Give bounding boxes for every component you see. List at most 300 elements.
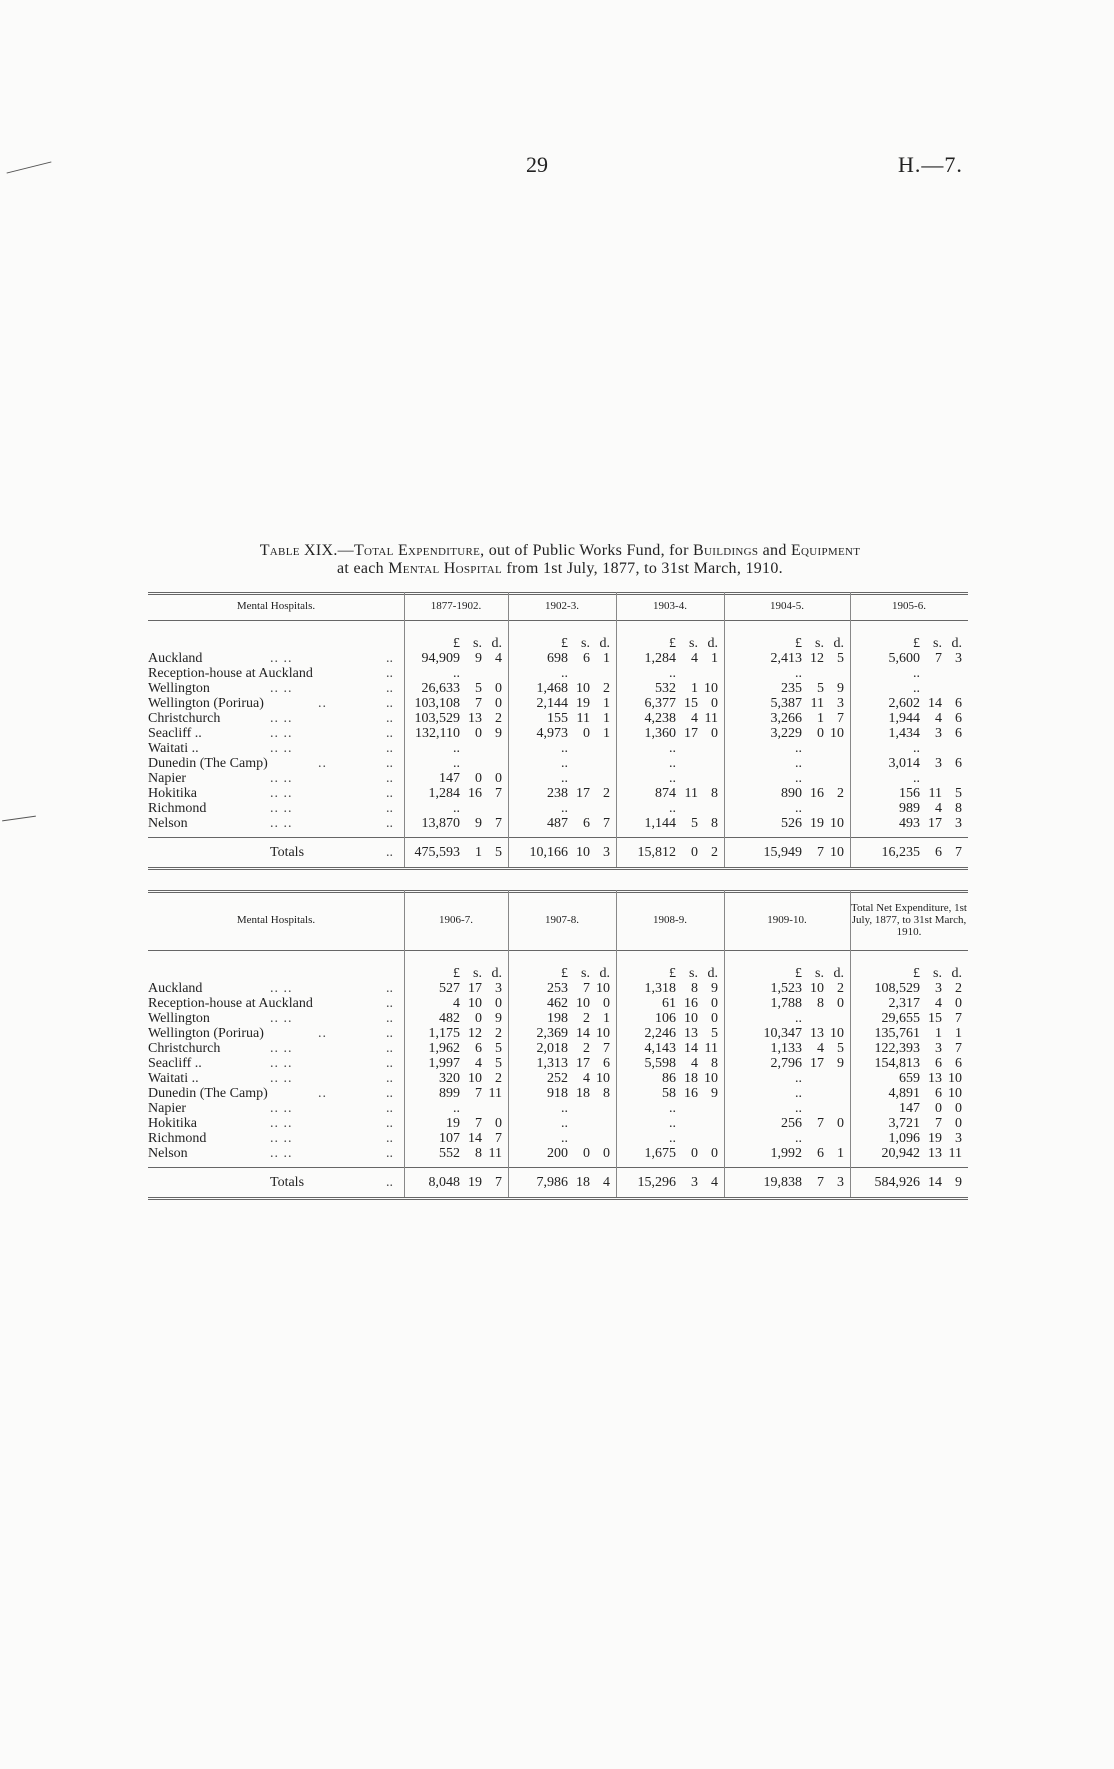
pounds-cell: 107 (439, 1131, 460, 1146)
pounds-cell: 3,229 (770, 726, 802, 741)
shillings-cell: 4 (691, 711, 698, 726)
shillings-cell: 0 (691, 845, 698, 860)
table-row (148, 1086, 968, 1101)
column-divider (724, 890, 725, 1197)
pence-cell: 10 (596, 1071, 610, 1086)
shillings-cell: 17 (576, 786, 590, 801)
table-row (148, 696, 968, 711)
pence-cell: 0 (711, 1011, 718, 1026)
pence-cell: 10 (948, 1086, 962, 1101)
leader-dots: .. .. (270, 1116, 293, 1131)
shillings-cell: 16 (684, 1086, 698, 1101)
pounds-cell: 1,175 (428, 1026, 460, 1041)
shillings-cell: 15 (928, 1011, 942, 1026)
pence-cell: 9 (837, 1056, 844, 1071)
shillings-cell: 1 (691, 681, 698, 696)
pence-cell: 6 (955, 711, 962, 726)
pounds-cell: 1,992 (770, 1146, 802, 1161)
hospital-name: Reception-house at Auckland (148, 996, 313, 1011)
pounds-cell: .. (453, 666, 460, 681)
pence-cell: 0 (495, 696, 502, 711)
pounds-cell: .. (795, 741, 802, 756)
table-row (148, 681, 968, 696)
pounds-cell: .. (561, 771, 568, 786)
shillings-cell: 3 (935, 981, 942, 996)
column-divider (724, 592, 725, 867)
shilling-unit: s. (581, 636, 590, 651)
pounds-cell: 475,593 (414, 845, 460, 860)
pence-cell: 1 (603, 1011, 610, 1026)
shillings-cell: 1 (475, 845, 482, 860)
shillings-cell: 8 (691, 981, 698, 996)
shillings-cell: 0 (475, 771, 482, 786)
shillings-cell: 10 (684, 1011, 698, 1026)
margin-mark (7, 161, 52, 173)
leader-dots: .. .. (270, 1131, 293, 1146)
leader-dots: .. (386, 726, 393, 741)
pounds-cell: .. (453, 756, 460, 771)
pounds-cell: 1,144 (644, 816, 676, 831)
pounds-cell: .. (913, 771, 920, 786)
pounds-cell: 15,296 (637, 1175, 676, 1190)
pounds-cell: 4,143 (644, 1041, 676, 1056)
pounds-cell: 8,048 (428, 1175, 460, 1190)
shillings-cell: 13 (684, 1026, 698, 1041)
pence-cell: 4 (711, 1175, 718, 1190)
pounds-cell: 13,870 (421, 816, 460, 831)
pounds-cell: 527 (439, 981, 460, 996)
shillings-cell: 6 (583, 816, 590, 831)
leader-dots: .. (386, 981, 393, 996)
pence-unit: d. (833, 636, 844, 651)
leader-dots: .. (386, 1146, 393, 1161)
pounds-cell: .. (795, 801, 802, 816)
shillings-cell: 3 (935, 1041, 942, 1056)
pence-cell: 3 (955, 816, 962, 831)
pence-cell: 1 (603, 711, 610, 726)
header-bottom-rule (148, 620, 968, 621)
pounds-cell: 989 (899, 801, 920, 816)
pence-cell: 6 (955, 756, 962, 771)
leader-dots: .. .. (270, 1146, 293, 1161)
pounds-cell: 147 (439, 771, 460, 786)
leader-dots: .. (386, 1041, 393, 1056)
shillings-cell: 4 (935, 711, 942, 726)
pounds-cell: 918 (547, 1086, 568, 1101)
leader-dots: .. (386, 651, 393, 666)
pounds-cell: .. (453, 801, 460, 816)
pence-cell: 7 (495, 816, 502, 831)
shillings-cell: 16 (684, 996, 698, 1011)
pence-cell: 10 (830, 816, 844, 831)
pounds-cell: 252 (547, 1071, 568, 1086)
pounds-cell: .. (669, 771, 676, 786)
pounds-cell: 2,369 (536, 1026, 568, 1041)
pounds-cell: 890 (781, 786, 802, 801)
pounds-cell: .. (669, 801, 676, 816)
table-row (148, 786, 968, 801)
pounds-cell: 61 (662, 996, 676, 1011)
pounds-cell: 16,235 (881, 845, 920, 860)
shillings-cell: 18 (576, 1175, 590, 1190)
pounds-cell: .. (669, 1116, 676, 1131)
pounds-cell: 6,377 (644, 696, 676, 711)
pence-cell: 9 (711, 981, 718, 996)
pence-cell: 3 (495, 981, 502, 996)
pence-cell: 6 (955, 1056, 962, 1071)
pounds-cell: 4,891 (888, 1086, 920, 1101)
shilling-unit: s. (473, 636, 482, 651)
pence-cell: 4 (495, 651, 502, 666)
pence-cell: 3 (955, 1131, 962, 1146)
shillings-cell: 5 (691, 816, 698, 831)
shillings-cell: 10 (468, 996, 482, 1011)
pounds-cell: 899 (439, 1086, 460, 1101)
leader-dots: .. .. (270, 1101, 293, 1116)
table-row (148, 1116, 968, 1131)
shillings-cell: 7 (583, 981, 590, 996)
table-row (148, 711, 968, 726)
pounds-cell: 1,318 (644, 981, 676, 996)
page-number: 29 (526, 152, 548, 177)
pounds-cell: 320 (439, 1071, 460, 1086)
pounds-cell: 3,721 (888, 1116, 920, 1131)
pounds-cell: 198 (547, 1011, 568, 1026)
shilling-unit: s. (933, 636, 942, 651)
leader-dots: .. .. (270, 1011, 293, 1026)
shillings-cell: 10 (576, 996, 590, 1011)
leader-dots: .. .. (270, 651, 293, 666)
shillings-cell: 5 (475, 681, 482, 696)
pence-cell: 10 (830, 845, 844, 860)
pence-cell: 11 (488, 1146, 502, 1161)
shillings-cell: 2 (583, 1041, 590, 1056)
pence-cell: 1 (603, 696, 610, 711)
table-row (148, 1131, 968, 1146)
pounds-cell: 874 (655, 786, 676, 801)
pence-cell: 7 (603, 816, 610, 831)
column-divider (616, 592, 617, 867)
pounds-cell: 2,796 (770, 1056, 802, 1071)
leader-dots: .. (386, 666, 393, 681)
shillings-cell: 14 (468, 1131, 482, 1146)
pence-cell: 1 (955, 1026, 962, 1041)
pounds-cell: .. (561, 741, 568, 756)
totals-top-rule (148, 1167, 968, 1168)
pence-cell: 9 (837, 681, 844, 696)
leader-dots: .. (386, 845, 393, 860)
pence-cell: 0 (603, 996, 610, 1011)
pounds-cell: 20,942 (881, 1146, 920, 1161)
shillings-cell: 11 (810, 696, 824, 711)
table-row (148, 996, 968, 1011)
table-row (148, 1071, 968, 1086)
pounds-cell: .. (453, 1101, 460, 1116)
caption-text: out of Public Works Fund, for (484, 542, 694, 559)
pounds-cell: 147 (899, 1101, 920, 1116)
hospital-name: Seacliff .. (148, 1056, 202, 1071)
header-bottom-rule (148, 950, 968, 951)
leader-dots: .. (386, 801, 393, 816)
pounds-cell: 26,633 (421, 681, 460, 696)
pounds-cell: .. (561, 666, 568, 681)
pence-cell: 7 (495, 786, 502, 801)
leader-dots: .. (386, 1131, 393, 1146)
pence-cell: 9 (495, 726, 502, 741)
hospital-name: Napier (148, 1101, 187, 1116)
pound-unit: £ (561, 636, 568, 651)
pence-unit: d. (707, 966, 718, 981)
caption-emphasis: Equipment (790, 542, 861, 559)
pounds-cell: .. (795, 1071, 802, 1086)
pence-cell: 0 (955, 996, 962, 1011)
pence-unit: d. (491, 966, 502, 981)
leader-dots: .. (386, 741, 393, 756)
pounds-cell: 4,238 (644, 711, 676, 726)
leader-dots: .. .. (270, 1071, 293, 1086)
shillings-cell: 4 (935, 996, 942, 1011)
pounds-cell: 1,284 (644, 651, 676, 666)
pence-cell: 2 (495, 711, 502, 726)
shillings-cell: 16 (810, 786, 824, 801)
pounds-cell: 5,598 (644, 1056, 676, 1071)
pounds-cell: 256 (781, 1116, 802, 1131)
shillings-cell: 7 (935, 1116, 942, 1131)
column-header: 1908-9. (653, 914, 687, 926)
column-divider (508, 890, 509, 1197)
column-divider (404, 592, 405, 867)
pounds-cell: 15,949 (763, 845, 802, 860)
pence-cell: 2 (495, 1026, 502, 1041)
pound-unit: £ (795, 636, 802, 651)
pounds-cell: .. (913, 666, 920, 681)
shillings-cell: 1 (935, 1026, 942, 1041)
pound-unit: £ (669, 636, 676, 651)
pence-cell: 2 (837, 786, 844, 801)
shillings-cell: 19 (810, 816, 824, 831)
pounds-cell: 3,014 (888, 756, 920, 771)
pounds-cell: 1,997 (428, 1056, 460, 1071)
table-row (148, 1056, 968, 1071)
caption-text: and (758, 542, 791, 559)
pence-cell: 5 (711, 1026, 718, 1041)
totals-label: Totals (270, 1175, 305, 1190)
hospital-name: Auckland (148, 651, 203, 666)
pence-unit: d. (491, 636, 502, 651)
table-row (148, 1146, 968, 1161)
column-header: 1905-6. (892, 600, 926, 612)
pounds-cell: 29,655 (881, 1011, 920, 1026)
pence-cell: 0 (711, 1146, 718, 1161)
pence-cell: 9 (495, 1011, 502, 1026)
pounds-cell: .. (669, 756, 676, 771)
leader-dots: .. .. (270, 786, 293, 801)
shillings-cell: 6 (583, 651, 590, 666)
shillings-cell: 3 (691, 1175, 698, 1190)
pence-unit: d. (951, 636, 962, 651)
leader-dots: .. .. (270, 726, 293, 741)
pounds-cell: 1,313 (536, 1056, 568, 1071)
pounds-cell: 584,926 (874, 1175, 920, 1190)
pence-cell: 0 (955, 1101, 962, 1116)
pence-cell: 7 (495, 1131, 502, 1146)
shillings-cell: 14 (928, 1175, 942, 1190)
caption-emphasis: Mental Hospital (388, 560, 503, 577)
pounds-cell: 19,838 (763, 1175, 802, 1190)
shillings-cell: 6 (935, 1086, 942, 1101)
pence-cell: 8 (711, 786, 718, 801)
shillings-cell: 17 (928, 816, 942, 831)
hospital-name: Auckland (148, 981, 203, 996)
currency-unit-row (148, 636, 968, 651)
pence-cell: 1 (711, 651, 718, 666)
pounds-cell: 5,600 (888, 651, 920, 666)
leader-dots: .. .. (270, 816, 293, 831)
pounds-cell: 4 (453, 996, 460, 1011)
pounds-cell: 487 (547, 816, 568, 831)
shillings-cell: 3 (935, 756, 942, 771)
shillings-cell: 4 (691, 1056, 698, 1071)
leader-dots: .. (386, 786, 393, 801)
column-header: 1903-4. (653, 600, 687, 612)
shilling-unit: s. (689, 966, 698, 981)
pence-cell: 1 (603, 726, 610, 741)
pounds-cell: 155 (547, 711, 568, 726)
shillings-cell: 13 (468, 711, 482, 726)
pounds-cell: .. (795, 756, 802, 771)
pence-cell: 11 (488, 1086, 502, 1101)
pounds-cell: 532 (655, 681, 676, 696)
column-divider (616, 890, 617, 1197)
hospital-name: Hokitika (148, 1116, 197, 1131)
totals-row (148, 1175, 968, 1190)
shillings-cell: 19 (468, 1175, 482, 1190)
pounds-cell: 2,317 (888, 996, 920, 1011)
pence-cell: 1 (837, 1146, 844, 1161)
shillings-cell: 0 (817, 726, 824, 741)
hospital-name: Wellington (148, 681, 210, 696)
pounds-cell: 1,133 (770, 1041, 802, 1056)
pounds-cell: 238 (547, 786, 568, 801)
table-bottom-rule (148, 1197, 968, 1200)
shillings-cell: 4 (475, 1056, 482, 1071)
pence-cell: 4 (603, 1175, 610, 1190)
leader-dots: .. (386, 1116, 393, 1131)
pence-cell: 0 (837, 1116, 844, 1131)
pence-cell: 2 (711, 845, 718, 860)
shilling-unit: s. (689, 636, 698, 651)
pounds-cell: 482 (439, 1011, 460, 1026)
shillings-cell: 16 (468, 786, 482, 801)
pounds-cell: .. (561, 1101, 568, 1116)
pounds-cell: 235 (781, 681, 802, 696)
shillings-cell: 13 (928, 1071, 942, 1086)
pence-cell: 3 (603, 845, 610, 860)
pounds-cell: 132,110 (415, 726, 460, 741)
pounds-cell: 154,813 (874, 1056, 920, 1071)
pence-cell: 10 (704, 1071, 718, 1086)
pounds-cell: 10,166 (529, 845, 568, 860)
shillings-cell: 4 (935, 801, 942, 816)
pence-cell: 2 (603, 681, 610, 696)
pence-cell: 10 (830, 1026, 844, 1041)
pence-cell: 11 (948, 1146, 962, 1161)
pence-cell: 0 (495, 681, 502, 696)
shillings-cell: 0 (583, 1146, 590, 1161)
shillings-cell: 6 (935, 1056, 942, 1071)
pence-cell: 0 (711, 726, 718, 741)
column-header: Total Net Expenditure, 1st July, 1877, to 31st March, 1910. (851, 902, 967, 938)
pence-cell: 7 (955, 845, 962, 860)
totals-label: Totals (270, 845, 305, 860)
shillings-cell: 4 (691, 651, 698, 666)
leader-dots: .. (318, 756, 327, 771)
pence-cell: 5 (955, 786, 962, 801)
pounds-cell: 3,266 (770, 711, 802, 726)
table-row (148, 741, 968, 756)
pounds-cell: 698 (547, 651, 568, 666)
pounds-cell: .. (795, 666, 802, 681)
pounds-cell: .. (669, 1131, 676, 1146)
pence-cell: 8 (711, 816, 718, 831)
table-row (148, 801, 968, 816)
pounds-cell: 103,108 (414, 696, 460, 711)
caption-prefix: Table XIX.—Total Expenditure, (259, 542, 485, 559)
column-header: 1877-1902. (430, 600, 482, 612)
pence-cell: 0 (495, 771, 502, 786)
column-divider (850, 890, 851, 1197)
pence-cell: 2 (955, 981, 962, 996)
shillings-cell: 6 (935, 845, 942, 860)
column-divider (508, 592, 509, 867)
pounds-cell: 108,529 (874, 981, 920, 996)
shillings-cell: 8 (817, 996, 824, 1011)
shillings-cell: 14 (576, 1026, 590, 1041)
shillings-cell: 17 (810, 1056, 824, 1071)
leader-dots: .. (386, 771, 393, 786)
pounds-cell: 94,909 (421, 651, 460, 666)
pence-cell: 0 (495, 1116, 502, 1131)
leader-dots: .. (386, 816, 393, 831)
totals-top-rule (148, 837, 968, 838)
pence-cell: 10 (704, 681, 718, 696)
table-row (148, 756, 968, 771)
pence-cell: 8 (603, 1086, 610, 1101)
hospital-name: Wellington (Porirua) (148, 1026, 264, 1041)
column-header: 1907-8. (545, 914, 579, 926)
pounds-cell: 2,413 (770, 651, 802, 666)
shillings-cell: 7 (935, 651, 942, 666)
shillings-cell: 8 (475, 1146, 482, 1161)
pence-cell: 5 (495, 1056, 502, 1071)
column-header: 1902-3. (545, 600, 579, 612)
pence-cell: 6 (955, 726, 962, 741)
shillings-cell: 4 (583, 1071, 590, 1086)
shillings-cell: 7 (817, 1116, 824, 1131)
pound-unit: £ (913, 636, 920, 651)
shillings-cell: 10 (576, 845, 590, 860)
pence-cell: 6 (603, 1056, 610, 1071)
shillings-cell: 6 (817, 1146, 824, 1161)
pence-cell: 7 (955, 1041, 962, 1056)
pence-cell: 7 (955, 1011, 962, 1026)
hospital-name: Dunedin (The Camp) (148, 1086, 268, 1101)
pounds-cell: .. (913, 681, 920, 696)
shillings-cell: 18 (684, 1071, 698, 1086)
pounds-cell: .. (669, 741, 676, 756)
pence-cell: 5 (837, 1041, 844, 1056)
pence-unit: d. (707, 636, 718, 651)
